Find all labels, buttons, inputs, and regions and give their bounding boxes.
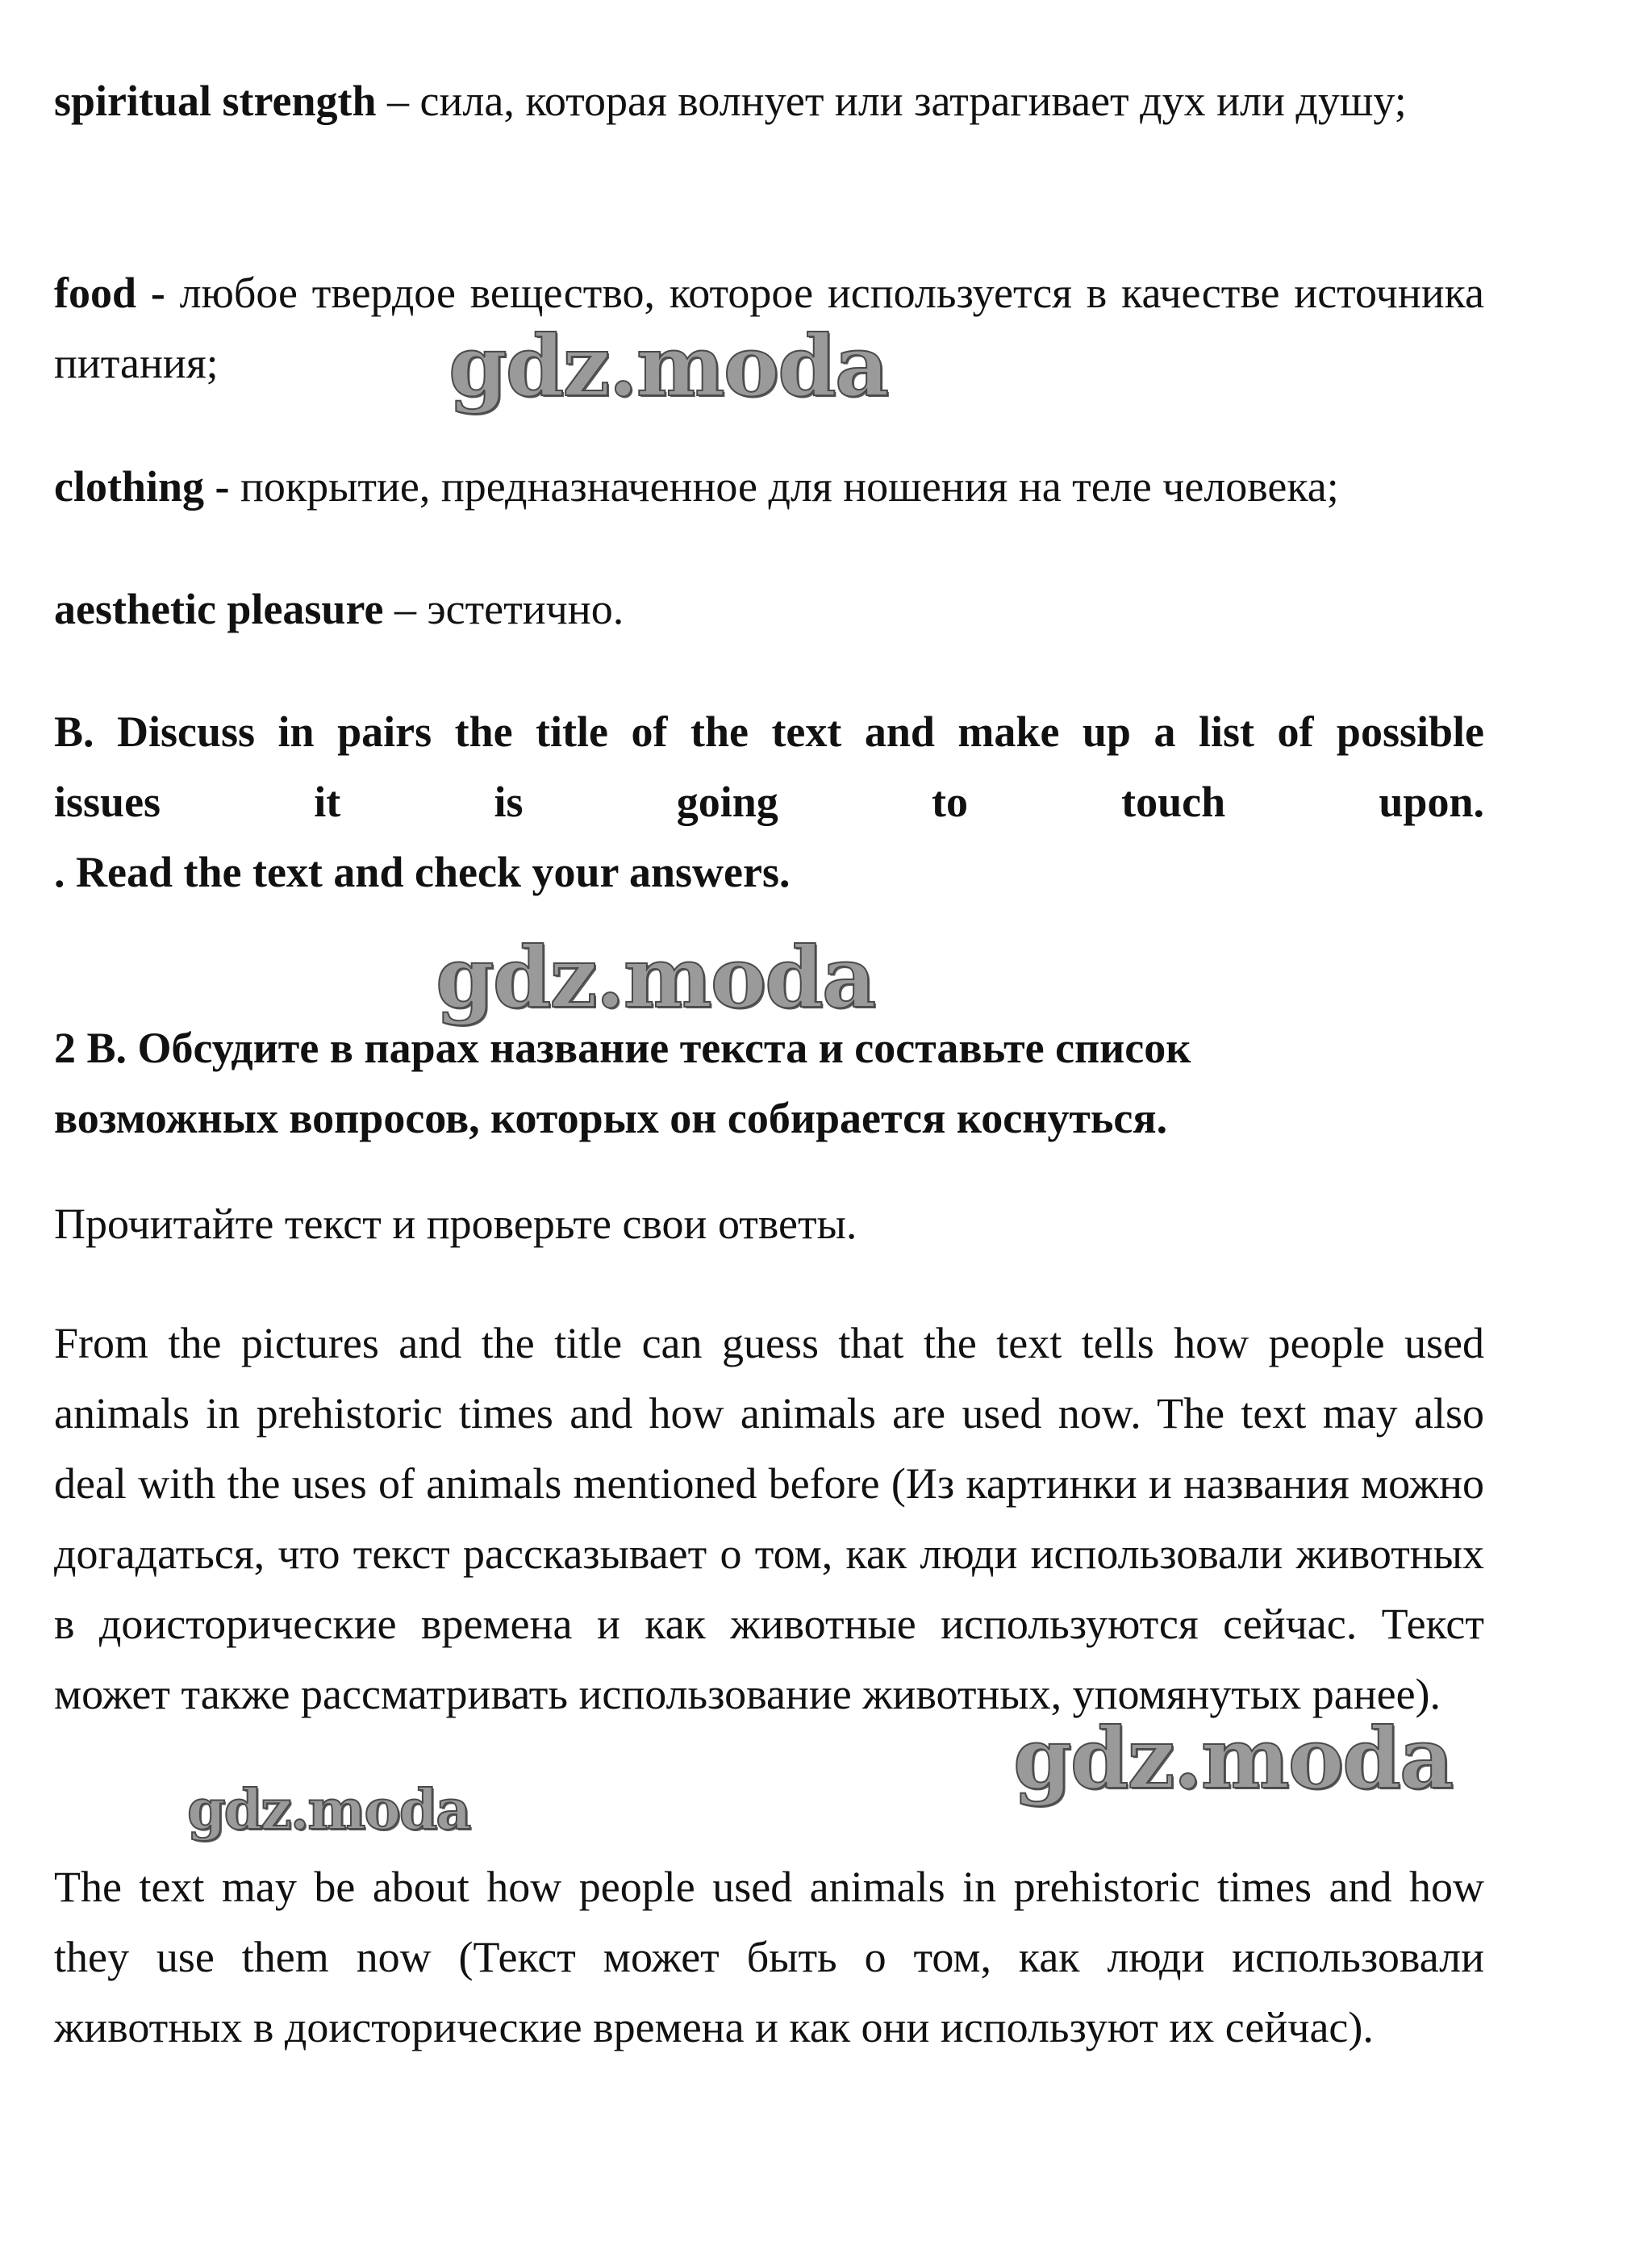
watermark-logo: gdz.moda xyxy=(448,316,888,415)
definition-text: эстетично. xyxy=(427,585,624,633)
watermark-logo: gdz.moda xyxy=(1013,1709,1453,1808)
definition-clothing xyxy=(54,452,1484,522)
task-b-line-2: issues it is going to touch upon. xyxy=(54,778,1484,826)
answer-paragraph-2: The text may be about how people used animals in prehistoric times and how they use them now (Текст может быть о том, как люди использовали животных в доисторические времена и как они используют их сейчас). xyxy=(54,1863,1484,2051)
definition-term: food - xyxy=(54,269,165,317)
answer-paragraph-1: From the pictures and the title can guess that the text tells how people used animals in prehistoric times and how animals are used now. The text may also deal with the uses of animals mentioned before (Из картинки и названия можно догадаться, что текст рассказывает о том, как люди использовали животных в доисторические времена и как животные используются сейчас. Текст может также рассматривать использование животных, упомянутых ранее). xyxy=(54,1319,1484,1718)
task-b-line-3: . Read the text and check your answers. xyxy=(54,848,791,896)
definition-separator xyxy=(230,462,241,511)
definition-separator: – xyxy=(383,585,428,633)
definition-term: spiritual strength xyxy=(54,77,377,125)
watermark-logo: gdz.moda xyxy=(436,928,875,1027)
definition-text: сила, которая волнует или затрагивает дух или душу; xyxy=(419,77,1407,125)
watermark-logo: gdz.moda xyxy=(187,1778,470,1842)
task-b-russian-heading: 2 B. Обсудите в парах название текста и составьте список возможных вопросов, которых он собирается коснуться. xyxy=(54,1024,1191,1142)
definition-term: aesthetic pleasure xyxy=(54,585,384,633)
definition-text: покрытие, предназначенное для ношения на теле человека; xyxy=(240,462,1339,511)
definition-aesthetic-pleasure xyxy=(54,574,1484,645)
task-b-russian-instruction: Прочитайте текст и проверьте свои ответы. xyxy=(54,1200,857,1248)
definition-term: clothing - xyxy=(54,462,230,511)
task-b-english xyxy=(54,697,1484,908)
definition-spiritual-strength xyxy=(54,66,1484,136)
task-b-line-1: B. Discuss in pairs the title of the text and make up a list of possible xyxy=(54,707,1484,756)
definition-separator xyxy=(165,269,180,317)
definition-text: любое твердое вещество, которое используется в качестве источника питания; xyxy=(54,269,1485,387)
definition-separator: – xyxy=(376,77,420,125)
